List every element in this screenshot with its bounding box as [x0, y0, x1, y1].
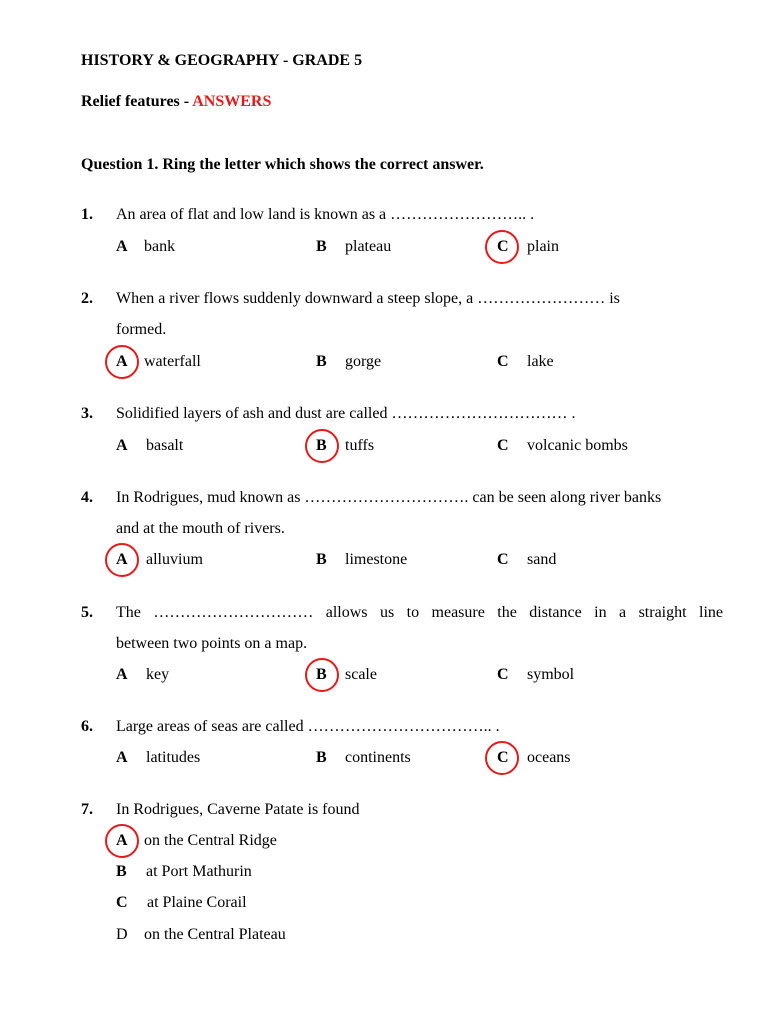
question-instruction: Question 1. Ring the letter which shows the correct answer.: [81, 156, 484, 173]
answer-ring: [305, 429, 339, 463]
option-letter[interactable]: A: [116, 238, 128, 255]
question-text: In Rodrigues, mud known as …………………………. can be seen along river banks: [116, 489, 662, 506]
option-text: scale: [345, 666, 377, 683]
option-text: volcanic bombs: [527, 437, 628, 454]
option-letter[interactable]: A: [116, 666, 128, 683]
option-letter[interactable]: B: [316, 749, 327, 766]
option-text: alluvium: [146, 551, 203, 568]
question-number: 2.: [81, 290, 93, 307]
option-letter[interactable]: B: [116, 863, 127, 880]
option-text: limestone: [345, 551, 408, 568]
question-text: Large areas of seas are called …………………………….. .: [116, 718, 500, 735]
option-letter[interactable]: C: [497, 238, 509, 255]
question-text-continued: and at the mouth of rivers.: [116, 520, 285, 537]
option-text: oceans: [527, 749, 571, 766]
answer-ring: [105, 824, 139, 858]
option-text: basalt: [146, 437, 184, 454]
option-letter[interactable]: A: [116, 353, 128, 370]
option-letter[interactable]: C: [497, 353, 509, 370]
subtitle-prefix: Relief features -: [81, 93, 193, 110]
option-text: symbol: [527, 666, 575, 683]
question-number: 3.: [81, 405, 93, 422]
answer-ring: [485, 230, 519, 264]
option-text: at Plaine Corail: [147, 894, 247, 911]
option-letter[interactable]: B: [316, 551, 327, 568]
option-letter[interactable]: A: [116, 551, 128, 568]
question-text: Solidified layers of ash and dust are called …………………………… .: [116, 405, 576, 422]
option-text: continents: [345, 749, 411, 766]
question-text: When a river flows suddenly downward a steep slope, a …………………… is: [116, 290, 620, 307]
answer-ring: [485, 741, 519, 775]
option-text: plain: [527, 238, 559, 255]
option-text: lake: [527, 353, 554, 370]
question-text-continued: formed.: [116, 321, 167, 338]
answers-label: ANSWERS: [192, 93, 272, 110]
option-letter[interactable]: C: [497, 551, 509, 568]
option-text: tuffs: [345, 437, 375, 454]
question-number: 7.: [81, 801, 93, 818]
option-letter[interactable]: A: [116, 749, 128, 766]
option-letter[interactable]: B: [316, 666, 327, 683]
option-letter[interactable]: C: [497, 749, 509, 766]
question-text: The ………………………… allows us to measure the distance in a straight line: [116, 604, 723, 621]
option-text: latitudes: [146, 749, 201, 766]
option-text: plateau: [345, 238, 392, 255]
worksheet-subtitle: [81, 93, 271, 111]
question-number: 5.: [81, 604, 93, 621]
question-number: 1.: [81, 206, 93, 223]
option-letter[interactable]: B: [316, 353, 327, 370]
option-letter[interactable]: B: [316, 238, 327, 255]
option-text: on the Central Plateau: [144, 926, 286, 943]
option-letter[interactable]: A: [116, 832, 128, 849]
question-number: 6.: [81, 718, 93, 735]
option-text: waterfall: [144, 353, 201, 370]
question-text: An area of flat and low land is known as a …………………….. .: [116, 206, 535, 223]
question-text: In Rodrigues, Caverne Patate is found: [116, 801, 360, 818]
option-letter[interactable]: D: [116, 926, 128, 943]
answer-ring: [105, 543, 139, 577]
worksheet-title: HISTORY & GEOGRAPHY - GRADE 5: [81, 52, 363, 69]
option-text: bank: [144, 238, 176, 255]
option-letter[interactable]: C: [116, 894, 128, 911]
answer-ring: [305, 658, 339, 692]
question-number: 4.: [81, 489, 93, 506]
option-text: gorge: [345, 353, 382, 370]
question-text-continued: between two points on a map.: [116, 635, 308, 652]
option-text: at Port Mathurin: [146, 863, 252, 880]
option-text: sand: [527, 551, 557, 568]
option-letter[interactable]: A: [116, 437, 128, 454]
answer-ring: [105, 345, 139, 379]
option-text: on the Central Ridge: [144, 832, 277, 849]
option-letter[interactable]: C: [497, 666, 509, 683]
option-letter[interactable]: B: [316, 437, 327, 454]
option-text: key: [146, 666, 170, 683]
option-letter[interactable]: C: [497, 437, 509, 454]
